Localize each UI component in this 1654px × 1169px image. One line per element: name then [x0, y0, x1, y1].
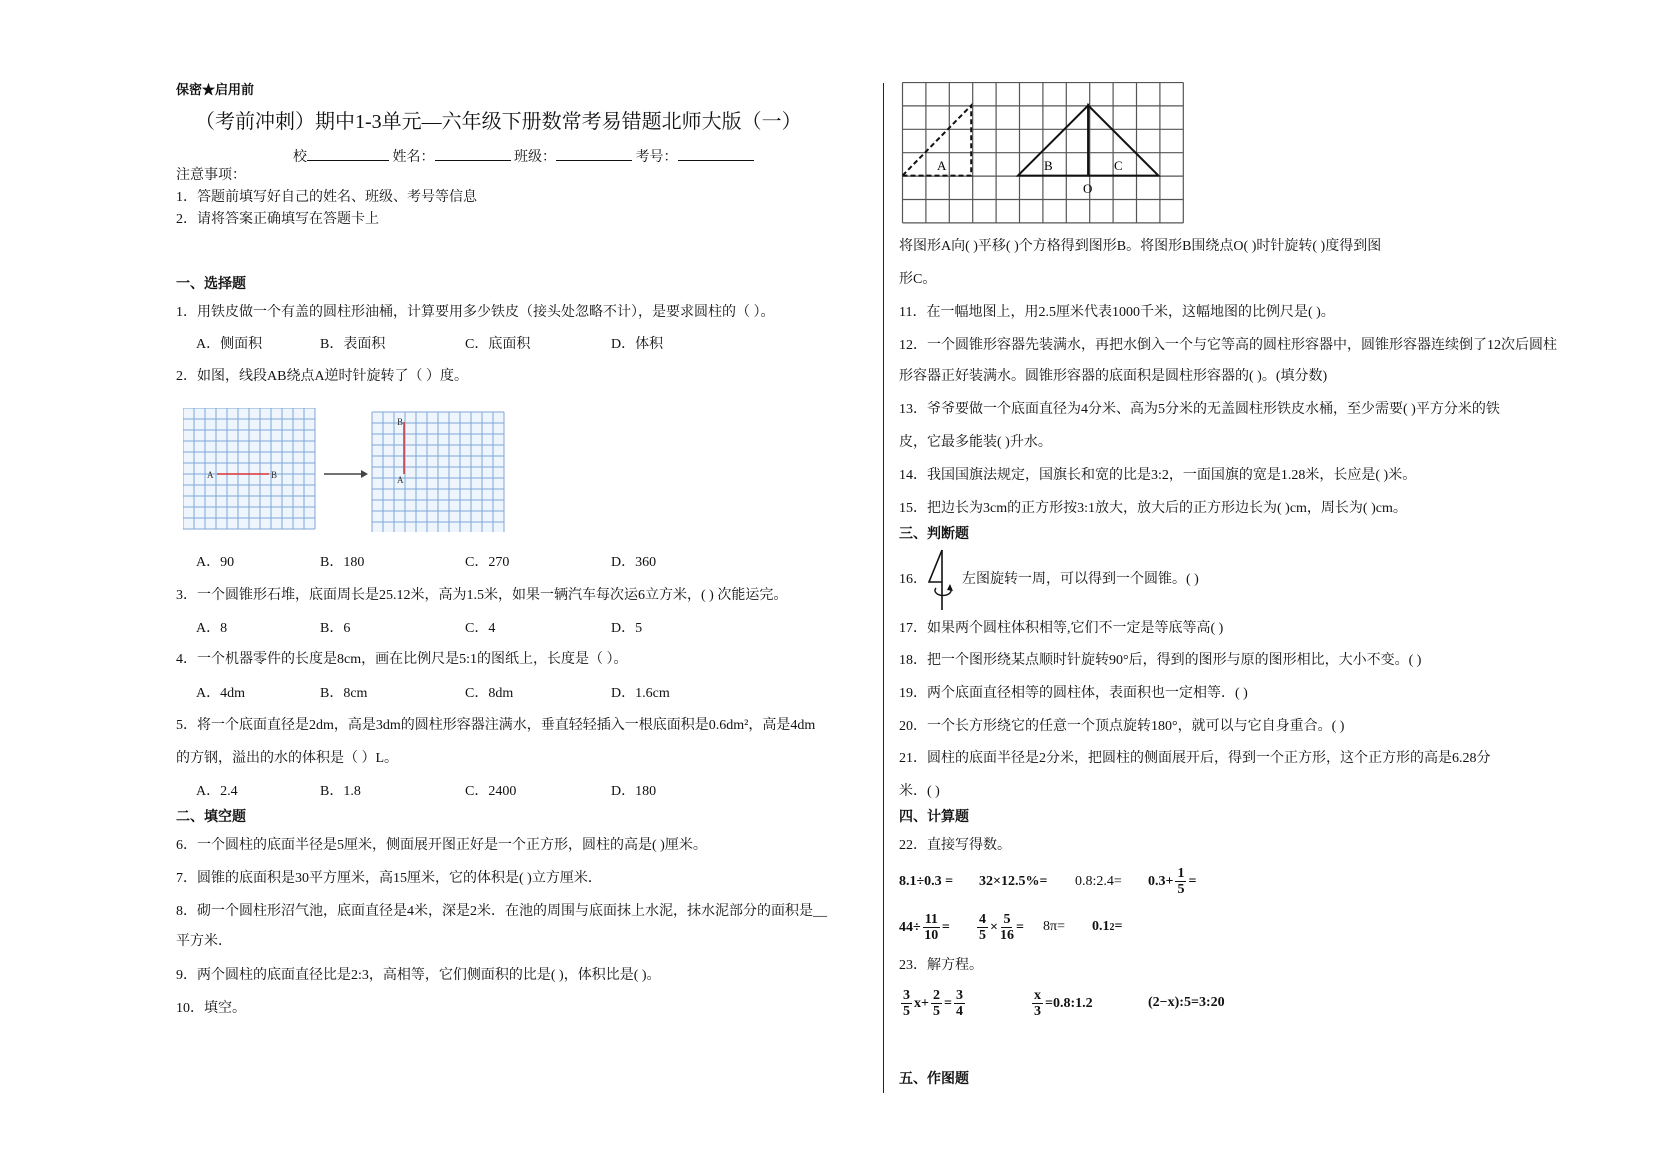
question-9: 9．两个圆柱的底面直径比是2:3，高相等，它们侧面积的比是( )，体积比是( )。 — [176, 968, 661, 983]
expr-part: = — [1015, 919, 1024, 935]
fraction — [977, 912, 988, 943]
school-field[interactable] — [307, 146, 389, 161]
question-5-cont: 的方钢，溢出的水的体积是（ ）L。 — [176, 751, 399, 766]
triangle-c — [1088, 105, 1158, 175]
point-b-label: B — [271, 470, 278, 480]
fraction — [923, 912, 940, 943]
class-label: 班级： — [514, 150, 556, 165]
secret-label: 保密★启用前 — [176, 82, 255, 97]
question-13: 13．爷爷要做一个底面直径为4分米、高为5分米的无盖圆柱形铁皮水桶，至少需要( )平方分米的铁 — [899, 402, 1500, 417]
question-17: 17．如果两个圆柱体积相等,它们不一定是等底等高( ) — [899, 621, 1224, 636]
question-23: 23．解方程。 — [899, 958, 983, 973]
denominator: 10 — [924, 928, 939, 943]
fraction — [931, 988, 942, 1019]
denominator: 5 — [979, 928, 986, 943]
question-15: 15．把边长为3cm的正方形按3:1放大，放大后的正方形边长为( )cm，周长为( )cm。 — [899, 501, 1407, 516]
option-d[interactable]: D．体积 — [611, 337, 664, 352]
section-heading-drawing: 五、作图题 — [899, 1072, 969, 1087]
expr-part: × — [990, 919, 998, 935]
denominator: 5 — [1177, 882, 1185, 897]
notes-title: 注意事项： — [176, 168, 246, 183]
option-d[interactable]: D．1.6cm — [611, 686, 670, 701]
option-c[interactable]: C．2400 — [465, 784, 517, 799]
option-a[interactable]: A．8 — [196, 621, 228, 636]
name-label: 姓名： — [392, 150, 435, 165]
option-a[interactable]: A．4dm — [196, 686, 245, 701]
denominator: 5 — [932, 1004, 940, 1019]
grid-after — [372, 412, 504, 532]
option-b[interactable]: B．1.8 — [320, 784, 361, 799]
calc-expression — [899, 912, 950, 943]
calc-expression: 8π= — [1043, 919, 1065, 934]
fraction — [1032, 988, 1043, 1019]
label-o: O — [1083, 181, 1093, 196]
question-18: 18．把一个图形绕某点顺时针旋转90°后，得到的图形与原的图形相比，大小不变。( ) — [899, 653, 1422, 668]
option-d[interactable]: D．5 — [611, 621, 643, 636]
expr-part: = — [1188, 873, 1197, 889]
section-heading-choice: 一、选择题 — [176, 277, 246, 292]
numerator: x — [1034, 988, 1041, 1003]
option-c[interactable]: C．底面积 — [465, 337, 531, 352]
note-item: 1．答题前填写好自己的姓名、班级、考号等信息 — [176, 190, 477, 205]
question-21: 21．圆柱的底面半径是2分米，把圆柱的侧面展开后，得到一个正方形，这个正方形的高是6.28分 — [899, 751, 1491, 766]
question-11: 11．在一幅地图上，用2.5厘米代表1000千米，这幅地图的比例尺是( )。 — [899, 305, 1335, 320]
rotating-triangle-icon — [926, 548, 960, 612]
question-16-number: 16． — [899, 572, 927, 587]
question-7: 7．圆锥的底面积是30平方厘米，高15厘米，它的体积是( )立方厘米． — [176, 871, 602, 886]
option-c[interactable]: C．270 — [465, 555, 510, 570]
expr-part: = — [941, 919, 950, 935]
student-info-fields — [293, 146, 754, 167]
expr-part: =0.8:1.2 — [1045, 995, 1093, 1011]
option-b[interactable]: B．表面积 — [320, 337, 386, 352]
calc-expression: 32×12.5%= — [979, 874, 1048, 889]
option-c[interactable]: C．4 — [465, 621, 496, 636]
option-b[interactable]: B．6 — [320, 621, 351, 636]
option-a[interactable]: A．90 — [196, 555, 235, 570]
denominator: 5 — [903, 1004, 910, 1019]
question-1: 1．用铁皮做一个有盖的圆柱形油桶，计算要用多少铁皮（接头处忽略不计），是要求圆柱的（ ）。 — [176, 305, 775, 320]
question-12-cont: 形容器正好装满水。圆锥形容器的底面积是圆柱形容器的( )。(填分数) — [899, 369, 1328, 384]
point-b-label: B — [397, 417, 404, 427]
page-title: （考前冲刺）期中1-3单元—六年级下册数常考易错题北师大版（一） — [195, 111, 802, 133]
option-b[interactable]: B．8cm — [320, 686, 368, 701]
column-divider — [883, 83, 884, 1093]
question-10-text-cont: 形C。 — [899, 272, 937, 287]
calc-expression: 0.8:2.4= — [1075, 874, 1122, 889]
expr-part: 0.3+ — [1148, 873, 1174, 889]
class-field[interactable] — [556, 146, 632, 161]
section-heading-calc: 四、计算题 — [899, 810, 969, 825]
denominator: 4 — [955, 1004, 963, 1019]
question-22: 22．直接写得数。 — [899, 838, 1011, 853]
question-16: 左图旋转一周，可以得到一个圆锥。( ) — [962, 572, 1199, 587]
section-heading-judge: 三、判断题 — [899, 527, 969, 542]
numerator: 4 — [979, 912, 986, 927]
denominator: 16 — [999, 928, 1014, 943]
translation-rotation-grid — [901, 82, 1185, 228]
question-3: 3．一个圆锥形石堆，底面周长是25.12米，高为1.5米，如果一辆汽车每次运6立方米，( ) 次能运完。 — [176, 588, 788, 603]
fraction — [901, 988, 912, 1019]
expr-part: = — [943, 995, 952, 1011]
question-8: 8．砌一个圆柱形沼气池，底面直径是4米，深是2米．在池的周围与底面抹上水泥，抹水泥部分的面积是__ — [176, 904, 827, 919]
label-c: C — [1114, 158, 1123, 173]
fraction — [1175, 866, 1186, 897]
denominator: 3 — [1034, 1004, 1041, 1019]
equation — [899, 988, 967, 1019]
numerator: 11 — [924, 912, 938, 927]
note-item: 2．请将答案正确填写在答题卡上 — [176, 212, 379, 227]
numerator: 2 — [932, 988, 940, 1003]
question-12: 12．一个圆锥形容器先装满水，再把水倒入一个与它等高的圆柱形容器中，圆锥形容器连续倒了12次后圆柱 — [899, 338, 1557, 353]
numerator: 5 — [1003, 912, 1011, 927]
question-5: 5．将一个底面直径是2dm，高是3dm的圆柱形容器注满水，垂直轻轻插入一根底面积是0.6dm²，高是4dm — [176, 718, 816, 733]
point-a-label: A — [207, 470, 214, 480]
question-10-text: 将图形A向( )平移( )个方格得到图形B。将图形B围绕点O( )时针旋转( )度得到图 — [899, 239, 1382, 254]
option-a[interactable]: A．2.4 — [196, 784, 238, 799]
triangle-b — [1018, 105, 1088, 175]
expr-part: x+ — [914, 995, 929, 1011]
equation: (2−x):5=3:20 — [1148, 995, 1225, 1010]
expr-part: = — [1114, 919, 1123, 934]
question-8-cont: 平方米． — [176, 934, 232, 949]
calc-expression — [975, 912, 1024, 943]
label-b: B — [1044, 158, 1053, 173]
option-d[interactable]: D．180 — [611, 784, 657, 799]
calc-expression — [1148, 866, 1196, 897]
label-a: A — [937, 158, 947, 173]
calc-expression: 8.1÷0.3 = — [899, 874, 954, 889]
school-label: 校 — [293, 150, 307, 165]
option-c[interactable]: C．8dm — [465, 686, 514, 701]
point-a-label: A — [397, 475, 404, 485]
question-2: 2．如图，线段AB绕点A逆时针旋转了（ ）度。 — [176, 369, 469, 384]
rotation-figure — [183, 408, 513, 532]
question-14: 14．我国国旗法规定，国旗长和宽的比是3:2，一面国旗的宽是1.28米，长应是( )米。 — [899, 468, 1417, 483]
fraction — [1000, 912, 1014, 943]
grid-before — [183, 408, 315, 529]
question-10: 10．填空。 — [176, 1001, 246, 1016]
exponent: 2 — [1109, 921, 1115, 933]
section-heading-fill: 二、填空题 — [176, 810, 246, 825]
question-20: 20．一个长方形绕它的任意一个顶点旋转180°，就可以与它自身重合。( ) — [899, 719, 1345, 734]
question-21-cont: 米．( ) — [899, 784, 940, 799]
question-6: 6．一个圆柱的底面半径是5厘米，侧面展开图正好是一个正方形，圆柱的高是( )厘米。 — [176, 838, 707, 853]
exam-number-field[interactable] — [678, 146, 754, 161]
numerator: 3 — [955, 988, 963, 1003]
question-4: 4．一个机器零件的长度是8cm，画在比例尺是5:1的图纸上，长度是（ ）。 — [176, 652, 628, 667]
arrow-head-icon — [361, 470, 368, 478]
question-13-cont: 皮，它最多能装( )升水。 — [899, 435, 1052, 450]
expr-part: 0.1 — [1092, 919, 1110, 934]
exam-number-label: 考号： — [635, 150, 678, 165]
grid — [903, 83, 1184, 223]
expr-part: 44÷ — [899, 919, 921, 935]
option-b[interactable]: B．180 — [320, 555, 365, 570]
fraction — [954, 988, 965, 1019]
numerator: 3 — [903, 988, 910, 1003]
name-field[interactable] — [435, 146, 511, 161]
option-a[interactable]: A．侧面积 — [196, 337, 263, 352]
question-19: 19．两个底面直径相等的圆柱体，表面积也一定相等．( ) — [899, 686, 1248, 701]
option-d[interactable]: D．360 — [611, 555, 657, 570]
equation — [1030, 988, 1093, 1019]
numerator: 1 — [1177, 866, 1185, 881]
calc-expression — [1092, 919, 1122, 935]
